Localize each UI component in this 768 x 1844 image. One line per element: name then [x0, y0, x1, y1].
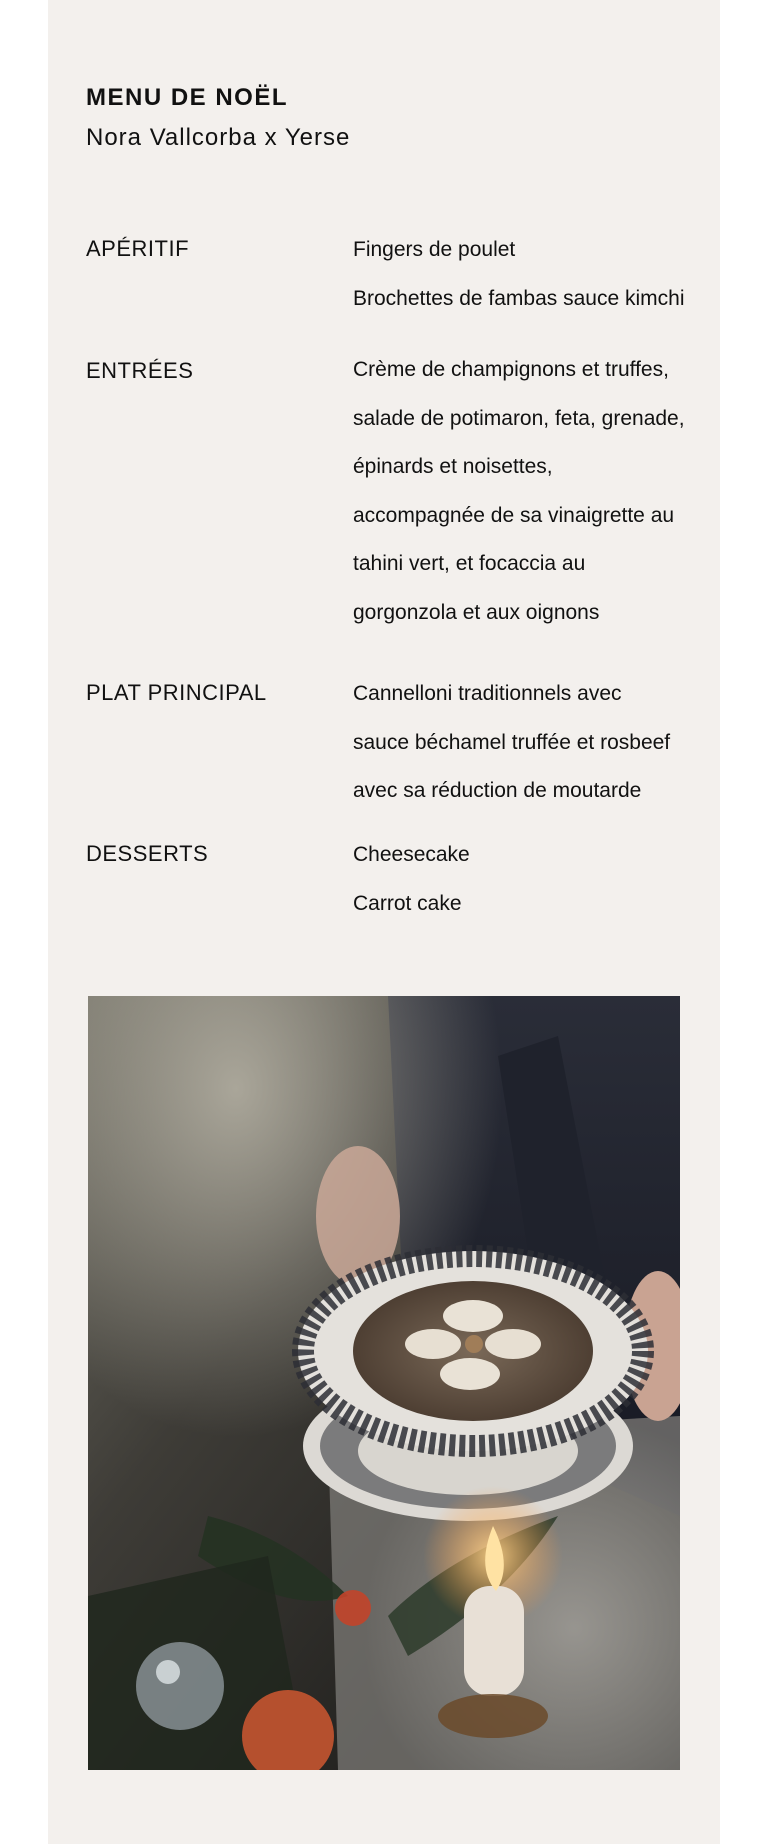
course-label: DESSERTS — [86, 841, 209, 866]
menu-item: Cannelloni traditionnels avec — [353, 682, 622, 705]
menu-item: Brochettes de fambas sauce kimchi — [353, 286, 685, 310]
menu-subtitle: Nora Vallcorba x Yerse — [86, 124, 351, 151]
course-label: ENTRÉES — [86, 358, 194, 383]
menu-item: salade de potimaron, feta, grenade, — [353, 406, 685, 430]
course-label: APÉRITIF — [86, 236, 190, 261]
course-label: PLAT PRINCIPAL — [86, 680, 267, 705]
course-items — [353, 670, 693, 816]
menu-item: Cheesecake — [353, 843, 470, 866]
menu-item: Fingers de poulet — [353, 238, 516, 261]
menu-item: sauce béchamel truffée et rosbeef — [353, 730, 671, 754]
course-items — [353, 831, 693, 928]
menu-item: gorgonzola et aux oignons — [353, 600, 600, 624]
course-items — [353, 346, 693, 637]
menu-item: tahini vert, et focaccia au — [353, 552, 586, 575]
menu-item: Carrot cake — [353, 891, 462, 915]
soup-bowl-photo — [88, 996, 680, 1770]
menu-title: MENU DE NOËL — [86, 84, 289, 111]
menu-item: Crème de champignons et truffes, — [353, 358, 669, 381]
menu-page — [48, 0, 720, 1844]
menu-item: avec sa réduction de moutarde — [353, 779, 642, 802]
course-items — [353, 226, 693, 323]
menu-item: accompagnée de sa vinaigrette au — [353, 503, 675, 527]
menu-item: épinards et noisettes, — [353, 455, 553, 478]
